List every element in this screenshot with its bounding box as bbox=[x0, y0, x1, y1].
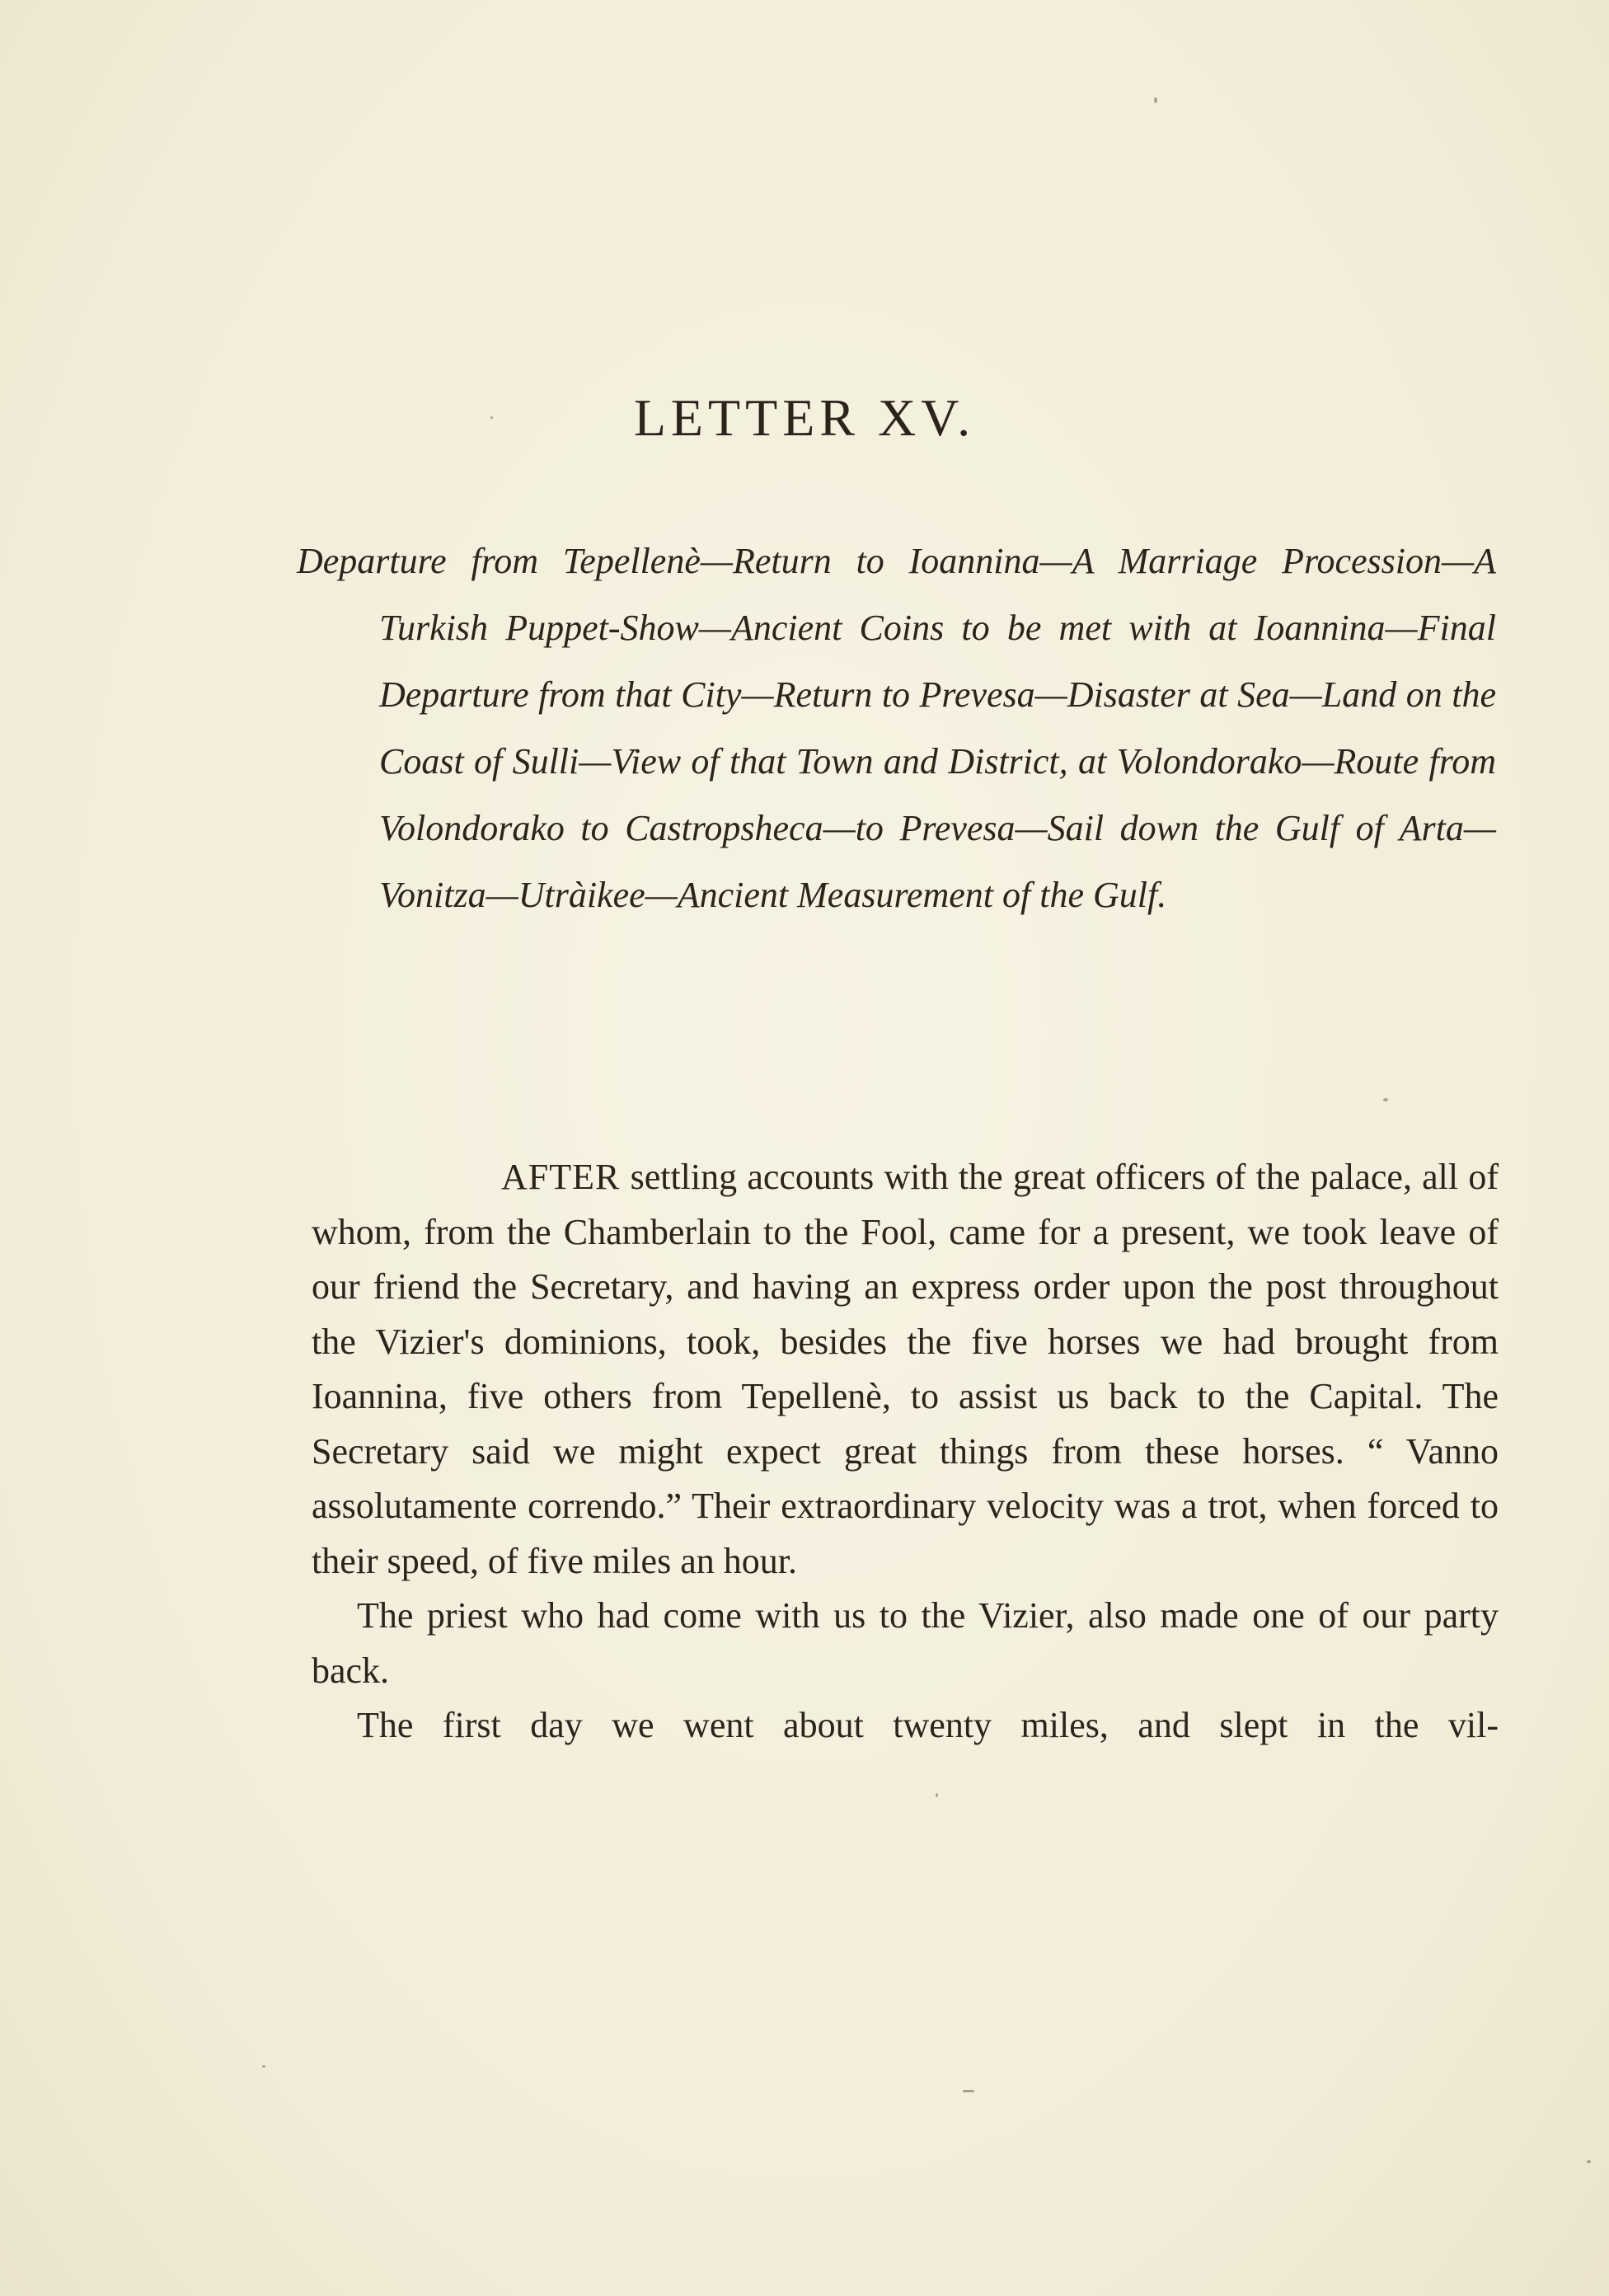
paragraph-1 bbox=[312, 1150, 1499, 1589]
paragraph-3: The first day we went about twenty miles, and slept in the vil- bbox=[357, 1705, 1499, 1745]
paragraph-2: The priest who had come with us to the Vizier, also made one of our party back. bbox=[312, 1595, 1499, 1691]
paper-speck bbox=[936, 1793, 938, 1797]
paragraph-lead-word: AFTER bbox=[501, 1157, 621, 1197]
paper-speck bbox=[963, 2090, 974, 2092]
paper-speck bbox=[1154, 97, 1157, 103]
paper-speck bbox=[490, 416, 493, 419]
paragraph-1-text: settling accounts with the great officers of the palace, all of whom, from the Chamberlain to the Fool, came for a present, we took leave of our friend the Secretary, and having an express order upon the post throughout the Vizier's dominions, took, besides the five horses we had brought from Ioannina, five others from Tepellenè, to assist us back to the Capital. The Secretary said we might expect great things from these horses. “ Vanno assolutamente correndo.” Their extraordinary velocity was a trot, when forced to their speed, of five miles an hour. bbox=[312, 1157, 1499, 1581]
paper-speck bbox=[1383, 1098, 1388, 1101]
chapter-summary: Departure from Tepellenè—Return to Ioannina—A Marriage Procession—A Turkish Puppet-Show—Ancient Coins to be met with at Ioannina—Final Departure from that City—Return to Prevesa—Disaster at Sea—Land on the Coast of Sulli—View of that Town and District, at Volondorako—Route from Volondorako to Castropsheca—to Prevesa—Sail down the Gulf of Arta—Vonitza—Utràikee—Ancient Measurement of the Gulf. bbox=[297, 541, 1496, 915]
paper-speck bbox=[1587, 2160, 1591, 2163]
paper-speck bbox=[262, 2065, 265, 2068]
body-text bbox=[312, 1150, 1499, 1754]
letter-heading: LETTER XV. bbox=[633, 388, 976, 447]
